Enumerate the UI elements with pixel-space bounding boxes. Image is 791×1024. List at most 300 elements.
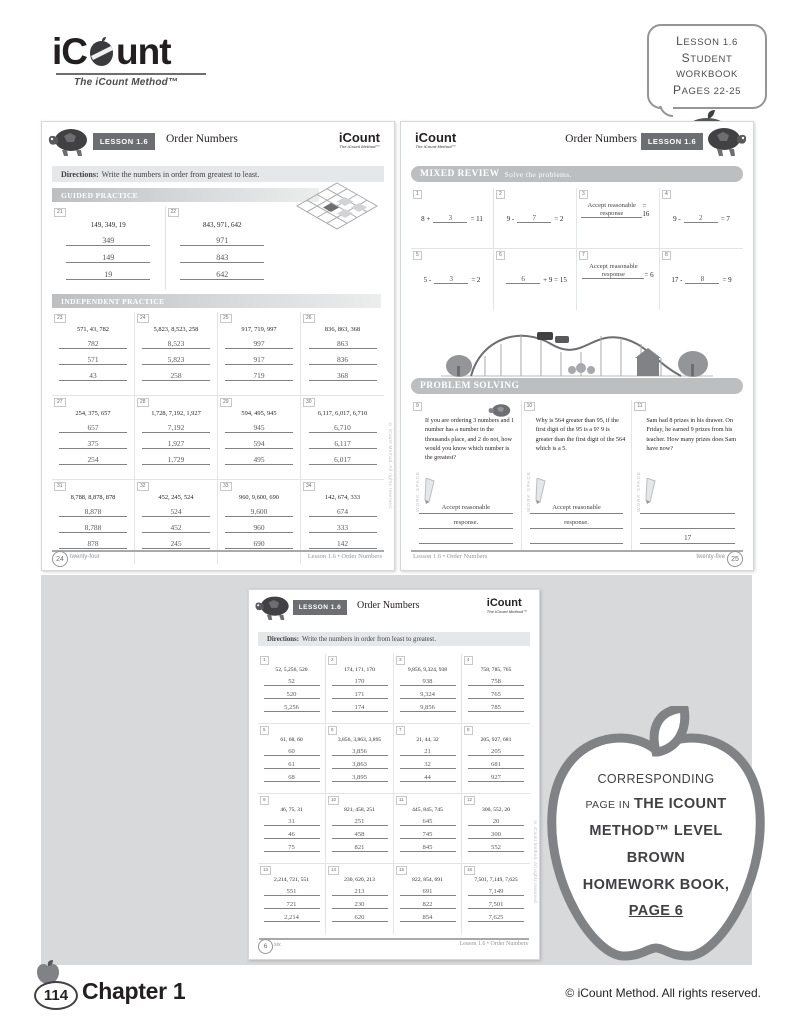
left-page-side-credit: © iCount Method. All rights reserved.	[388, 422, 393, 510]
problem-solving-bar: PROBLEM SOLVING	[411, 378, 743, 394]
answer-line[interactable]: 258	[142, 371, 210, 381]
problem-prompt: 821, 458, 251	[344, 807, 375, 813]
callout-line-2	[568, 791, 744, 818]
problem-number: 10	[328, 796, 339, 805]
answer-line[interactable]: 32	[400, 761, 456, 769]
answer-line[interactable]: 620	[332, 914, 388, 922]
answer-line[interactable]: 60	[264, 748, 320, 756]
problem-number: 33	[220, 482, 232, 491]
directions-label: Directions:	[267, 635, 299, 643]
logo-wordmark	[52, 33, 206, 70]
answer-line[interactable]: 594	[225, 439, 293, 449]
problem-cell	[394, 654, 462, 724]
answer-line[interactable]: 836	[309, 355, 377, 365]
callout-line-2-big: THE ICOUNT	[633, 796, 727, 813]
mini-logo-text: iCount	[338, 130, 380, 145]
equation-right: + 9 = 15	[543, 276, 567, 284]
problem-solving-cell	[522, 400, 633, 550]
answer-line[interactable]: 6,017	[309, 455, 377, 465]
equation-right: = 7	[720, 215, 730, 223]
mixed-review-cell	[411, 249, 494, 310]
answer-line[interactable]: 690	[225, 539, 293, 549]
answer-line[interactable]: 17	[640, 534, 735, 544]
answer-line[interactable]: 44	[400, 774, 456, 782]
problem-cell	[326, 724, 394, 794]
problem-prompt: 3,856, 3,863, 3,895	[337, 737, 382, 743]
equation-right: = 9	[722, 276, 732, 284]
answer-line[interactable]: 9,324	[400, 691, 456, 699]
lesson-callout	[647, 24, 767, 109]
answer-line[interactable]: 785	[468, 704, 524, 712]
logo-text-part2: unt	[116, 31, 171, 72]
problem-cell	[462, 724, 530, 794]
answer-line[interactable]: 20	[468, 818, 524, 826]
answer-line[interactable]: 171	[332, 691, 388, 699]
lesson-chip: LESSON 1.6	[93, 133, 155, 150]
answer-line[interactable]: 245	[142, 539, 210, 549]
turtle-mascot-icon	[253, 592, 293, 627]
equation-left: 5 -	[423, 276, 432, 284]
problem-number: 3	[396, 656, 405, 665]
equation-right: = 11	[470, 215, 483, 223]
callout-line-4: HOMEWORK BOOK,	[582, 876, 730, 893]
equation-left: 9 -	[506, 215, 515, 223]
problem-solving-cell	[632, 400, 743, 550]
problem-cell	[301, 396, 384, 480]
mixed-review-cell	[577, 188, 660, 249]
mixed-review-bar	[411, 166, 743, 182]
answer-line[interactable]: 458	[332, 831, 388, 839]
equation-left: 8 +	[421, 215, 431, 223]
answer-line[interactable]: 520	[264, 691, 320, 699]
answer-line[interactable]: 7,501	[468, 901, 524, 909]
answer-line[interactable]	[530, 534, 624, 544]
problem-cell	[394, 794, 462, 864]
answer-line[interactable]: 333	[309, 523, 377, 533]
problem-prompt: 917, 719, 997	[241, 326, 277, 333]
problem-number: 34	[303, 482, 315, 491]
problem-prompt: 9,856, 9,324, 938	[407, 667, 448, 673]
answer-blank[interactable]: 2	[684, 214, 718, 223]
problem-prompt: 843, 971, 642	[203, 221, 242, 229]
problem-prompt: 452, 245, 524	[158, 494, 194, 501]
chapter-label: Chapter 1	[82, 978, 186, 1004]
mini-logo-tagline: The iCount Method™	[339, 144, 380, 149]
problem-cell	[462, 794, 530, 864]
answer-line[interactable]: 765	[468, 691, 524, 699]
work-space-label: WORK SPACE	[415, 471, 420, 512]
problem-prompt: 1,728, 7,192, 1,927	[151, 410, 201, 417]
callout-line-2-small: PAGE IN	[585, 799, 631, 812]
answer-area	[419, 504, 513, 544]
equation	[577, 202, 659, 218]
problem-number: 14	[328, 866, 339, 875]
answer-line[interactable]: 9,856	[400, 704, 456, 712]
problem-prompt: 52, 5,256, 520	[275, 667, 308, 673]
equation	[411, 214, 493, 223]
answer-line[interactable]: 691	[400, 888, 456, 896]
problem-number: 9	[260, 796, 269, 805]
answer-line[interactable]: 300	[468, 831, 524, 839]
turtle-mascot-icon	[703, 122, 749, 163]
right-page-footer-lesson: Lesson 1.6 • Order Numbers	[413, 553, 488, 560]
problem-number: 5	[413, 251, 422, 260]
problem-number: 2	[328, 656, 337, 665]
equation	[494, 214, 576, 223]
problem-prompt: 2,214, 721, 551	[274, 877, 309, 883]
callout-line-3: METHOD™ LEVEL BROWN	[589, 822, 723, 866]
homework-problem-grid	[258, 654, 530, 934]
problem-number: 2	[496, 190, 505, 199]
answer-line[interactable]	[640, 504, 735, 514]
problem-prompt: 5,823, 8,523, 258	[153, 326, 199, 333]
answer-line[interactable]: 43	[59, 371, 127, 381]
answer-line[interactable]: 945	[225, 423, 293, 433]
answer-blank[interactable]: 3	[434, 275, 468, 284]
answer-line[interactable]: 68	[264, 774, 320, 782]
answer-line[interactable]: 822	[400, 901, 456, 909]
problem-number: 3	[579, 190, 588, 199]
answer-line[interactable]: 213	[332, 888, 388, 896]
mixed-review-cell	[660, 249, 743, 310]
mixed-review-cell	[660, 188, 743, 249]
mixed-review-sub: Solve the problems.	[504, 169, 572, 179]
problem-solving-cell	[411, 400, 522, 550]
lesson-chip: LESSON 1.6	[641, 133, 703, 150]
mixed-review-cell	[494, 188, 577, 249]
answer-line[interactable]: 719	[225, 371, 293, 381]
equation-left: 9 -	[673, 215, 681, 223]
answer-line[interactable]: 6,117	[309, 439, 377, 449]
answer-line[interactable]: 7,192	[142, 423, 210, 433]
answer-area	[530, 504, 624, 544]
problem-cell	[166, 206, 280, 290]
equation	[411, 275, 493, 284]
answer-line[interactable]	[419, 534, 513, 544]
answer-line[interactable]: 9,600	[225, 507, 293, 517]
answer-line[interactable]: 254	[59, 455, 127, 465]
speech-bubble-tail	[657, 106, 673, 122]
problem-number: 4	[662, 190, 671, 199]
answer-line[interactable]: 5,256	[264, 704, 320, 712]
answer-line[interactable]: 782	[59, 339, 127, 349]
mini-logo-tagline: The iCount Method™	[415, 144, 456, 149]
problem-number: 23	[54, 314, 66, 323]
answer-line[interactable]: 52	[264, 678, 320, 686]
problem-number: 22	[168, 208, 180, 217]
problem-prompt: 960, 9,600, 690	[239, 494, 279, 501]
answer-line[interactable]: 657	[59, 423, 127, 433]
answer-line[interactable]: 19	[66, 270, 150, 280]
answer-line[interactable]: 997	[225, 339, 293, 349]
directions-text: Write the numbers in order from greatest to least.	[101, 169, 260, 179]
problem-number: 1	[260, 656, 269, 665]
answer-line[interactable]: 845	[400, 844, 456, 852]
mixed-review-cell	[577, 249, 660, 310]
callout-line-5: PAGE 6	[628, 903, 684, 920]
answer-line[interactable]: 230	[332, 901, 388, 909]
problem-cell	[394, 724, 462, 794]
problem-number: 6	[328, 726, 337, 735]
right-page-number-word: twenty-five	[696, 554, 725, 560]
independent-practice-grid	[52, 312, 384, 564]
answer-line[interactable]: 149	[66, 253, 150, 263]
answer-blank[interactable]: 6	[506, 275, 540, 284]
answer-line[interactable]: 2,214	[264, 914, 320, 922]
problem-solving-grid	[411, 400, 743, 550]
problem-number: 15	[396, 866, 407, 875]
answer-line[interactable]: 61	[264, 761, 320, 769]
problem-number: 26	[303, 314, 315, 323]
callout-line-1: CORRESPONDING	[597, 772, 715, 786]
icount-logo	[52, 33, 206, 88]
answer-line[interactable]: 821	[332, 844, 388, 852]
answer-line[interactable]: 681	[468, 761, 524, 769]
directions-text: Write the numbers in order from least to greatest.	[301, 635, 436, 643]
problem-prompt: 21, 44, 32	[416, 737, 439, 743]
answer-line[interactable]: 31	[264, 818, 320, 826]
problem-number: 31	[54, 482, 66, 491]
answer-line[interactable]: 251	[332, 818, 388, 826]
bubble-line-pages: PAGES 22-25	[673, 82, 741, 97]
logo-underline	[56, 73, 206, 75]
problem-cell	[218, 396, 301, 480]
mini-logo-text: iCount	[415, 130, 457, 145]
answer-line[interactable]: response.	[419, 519, 513, 529]
problem-prompt: 758, 785, 765	[480, 667, 512, 673]
answer-line[interactable]: 863	[309, 339, 377, 349]
equation	[660, 214, 743, 223]
answer-line[interactable]: 927	[468, 774, 524, 782]
equation	[577, 263, 659, 279]
problem-cell	[258, 724, 326, 794]
mixed-review-cell	[411, 188, 494, 249]
left-page-number-word: twenty-four	[70, 554, 100, 560]
mini-logo-text: iCount	[486, 597, 522, 609]
answer-line[interactable]: 142	[309, 539, 377, 549]
answer-area	[640, 504, 735, 544]
word-problem-text: Sam had 8 prizes in his drawer. On Friday, he earned 9 prizes from his teacher. How many prizes does Sam have now?	[646, 417, 737, 452]
answer-line[interactable]: 674	[309, 507, 377, 517]
answer-line[interactable]: Accept reasonable	[419, 504, 513, 514]
problem-number: 25	[220, 314, 232, 323]
problem-prompt: 205, 927, 681	[480, 737, 512, 743]
answer-line[interactable]: 75	[264, 844, 320, 852]
answer-line[interactable]: 495	[225, 455, 293, 465]
page-title: Order Numbers	[357, 600, 420, 611]
mixed-review-grid	[411, 188, 743, 310]
problem-number: 13	[260, 866, 271, 875]
guided-practice-bar: GUIDED PRACTICE	[52, 188, 319, 202]
answer-line[interactable]: 938	[400, 678, 456, 686]
answer-line[interactable]: 21	[400, 748, 456, 756]
problem-number: 8	[464, 726, 473, 735]
mini-icount-logo	[339, 131, 380, 149]
answer-line[interactable]: 878	[59, 539, 127, 549]
problem-cell	[52, 396, 135, 480]
equation-right: = 6	[644, 271, 654, 280]
equation-left: 17 -	[671, 276, 683, 284]
answer-blank[interactable]: 7	[517, 214, 551, 223]
page-title: Order Numbers	[565, 133, 637, 145]
problem-number: 28	[137, 398, 149, 407]
answer-line[interactable]: 971	[180, 236, 264, 246]
answer-line[interactable]: 3,895	[332, 774, 388, 782]
problem-prompt: 836, 863, 368	[324, 326, 361, 333]
problem-cell	[52, 312, 135, 396]
right-page-number: 25	[727, 551, 743, 567]
problem-prompt: 149, 349, 19	[90, 221, 126, 229]
problem-cell	[258, 654, 326, 724]
problem-prompt: 254, 375, 657	[75, 410, 111, 417]
roller-coaster-illustration	[441, 318, 713, 385]
problem-prompt: 46, 75, 31	[280, 807, 303, 813]
left-page-footer-rule	[52, 550, 384, 552]
answer-line[interactable]: 452	[142, 523, 210, 533]
answer-line[interactable]: 7,149	[468, 888, 524, 896]
workbook-page-25	[400, 121, 754, 571]
problem-number: 5	[260, 726, 269, 735]
homework-page-6	[248, 589, 540, 960]
problem-number: 30	[303, 398, 315, 407]
problem-number: 16	[464, 866, 475, 875]
problem-number: 11	[396, 796, 407, 805]
answer-line[interactable]: 960	[225, 523, 293, 533]
number-grid-illustration	[294, 180, 380, 251]
answer-line[interactable]: 571	[59, 355, 127, 365]
problem-number: 11	[634, 402, 645, 411]
problem-number: 7	[579, 251, 588, 260]
problem-cell	[258, 864, 326, 934]
mixed-review-label: MIXED REVIEW	[420, 169, 500, 179]
problem-cell	[258, 794, 326, 864]
answer-line[interactable]: Accept reasonable	[530, 504, 624, 514]
problem-number: 21	[54, 208, 66, 217]
problem-prompt: 300, 552, 20	[482, 807, 510, 813]
problem-prompt: 594, 495, 945	[241, 410, 277, 417]
problem-cell	[326, 654, 394, 724]
answer-line[interactable]: 854	[400, 914, 456, 922]
logo-text-part1: iC	[52, 31, 87, 72]
problem-prompt: 61, 68, 60	[280, 737, 303, 743]
logo-tagline: The iCount Method™	[74, 77, 179, 88]
guided-practice-grid	[52, 206, 279, 290]
answer-line[interactable]: 170	[332, 678, 388, 686]
directions-label: Directions:	[61, 169, 99, 179]
answer-line[interactable]: 368	[309, 371, 377, 381]
word-problem-text: If you are ordering 3 numbers and 1 number has a number in the thousands place, and 2 do not, how would you know which number is the greatest?	[425, 417, 515, 462]
problem-prompt: 174, 171, 170	[344, 667, 375, 673]
answer-line[interactable]: 1,927	[142, 439, 210, 449]
answer-line[interactable]: 552	[468, 844, 524, 852]
apple-logo-icon	[87, 37, 116, 67]
answer-line[interactable]: response.	[530, 519, 624, 529]
mini-icount-logo	[487, 598, 527, 614]
problem-cell	[462, 864, 530, 934]
answer-line[interactable]: 917	[225, 355, 293, 365]
answer-blank[interactable]: 3	[433, 214, 467, 223]
equation-right: = 2	[554, 215, 564, 223]
problem-number: 12	[464, 796, 475, 805]
work-space-label: WORK SPACE	[636, 471, 642, 512]
workbook-page-24	[41, 121, 395, 571]
answer-line[interactable]: 174	[332, 704, 388, 712]
answer-blank[interactable]: 8	[685, 275, 719, 284]
problem-prompt: 822, 854, 691	[412, 877, 443, 883]
right-page-footer-rule	[411, 550, 743, 552]
answer-line[interactable]	[640, 519, 735, 529]
answer-line[interactable]: 551	[264, 888, 320, 896]
answer-line[interactable]: 6,710	[309, 423, 377, 433]
answer-line[interactable]: 5,823	[142, 355, 210, 365]
answer-line[interactable]: 745	[400, 831, 456, 839]
bottom-page-number: 6	[258, 939, 273, 954]
problem-cell	[326, 794, 394, 864]
answer-line[interactable]: 8,523	[142, 339, 210, 349]
turtle-mascot-icon	[487, 401, 513, 426]
bottom-page-footer-rule	[259, 938, 529, 940]
answer-line[interactable]: 349	[66, 236, 150, 246]
equation	[494, 275, 576, 284]
problem-cell	[326, 864, 394, 934]
answer-line[interactable]: 524	[142, 507, 210, 517]
independent-practice-bar: INDEPENDENT PRACTICE	[52, 294, 381, 308]
bottom-page-side-credit: © iCount Method. All rights reserved.	[533, 820, 538, 905]
answer-line[interactable]: 8,788	[59, 523, 127, 533]
answer-line[interactable]: 843	[180, 253, 264, 263]
work-space-label: WORK SPACE	[525, 471, 531, 512]
equation-right: = 2	[471, 276, 481, 284]
answer-line[interactable]: 3,856	[332, 748, 388, 756]
problem-number: 29	[220, 398, 232, 407]
problem-cell	[135, 396, 218, 480]
left-page-footer-lesson: Lesson 1.6 • Order Numbers	[307, 553, 382, 560]
problem-number: 10	[524, 402, 536, 411]
problem-prompt: 571, 43, 782	[77, 326, 109, 333]
answer-line[interactable]: 46	[264, 831, 320, 839]
bubble-line-workbook: STUDENT WORKBOOK	[676, 51, 738, 80]
chapter-page-number: 114	[34, 981, 78, 1010]
bottom-page-number-word: six	[274, 942, 281, 948]
answer-blank[interactable]: Accept reasonable response	[582, 263, 644, 279]
answer-line[interactable]: 205	[468, 748, 524, 756]
answer-line[interactable]: 375	[59, 439, 127, 449]
problem-prompt: 142, 674, 333	[324, 494, 361, 501]
answer-line[interactable]: 721	[264, 901, 320, 909]
turtle-mascot-icon	[46, 124, 92, 163]
problem-number: 27	[54, 398, 66, 407]
answer-line[interactable]: 7,625	[468, 914, 524, 922]
left-page-header	[42, 122, 394, 160]
word-problem-text: Why is 564 greater than 95, if the first digit of the 95 is a 9? 9 is greater than the first digit of the 564 which is a 5.	[535, 417, 626, 452]
answer-blank[interactable]: Accept reasonable response	[581, 202, 642, 218]
answer-line[interactable]: 642	[180, 270, 264, 280]
answer-line[interactable]: 8,878	[59, 507, 127, 517]
problem-cell	[462, 654, 530, 724]
mixed-review-cell	[494, 249, 577, 310]
answer-line[interactable]: 1,729	[142, 455, 210, 465]
answer-line[interactable]: 3,863	[332, 761, 388, 769]
homework-reference-callout	[538, 706, 774, 964]
bottom-page-footer-lesson: Lesson 1.6 • Order Numbers	[459, 941, 528, 947]
answer-line[interactable]: 645	[400, 818, 456, 826]
problem-number: 9	[413, 402, 422, 411]
problem-cell	[135, 312, 218, 396]
answer-line[interactable]: 758	[468, 678, 524, 686]
left-page-number: 24	[52, 551, 68, 567]
problem-prompt: 7,501, 7,149, 7,625	[474, 877, 518, 883]
problem-cell	[394, 864, 462, 934]
